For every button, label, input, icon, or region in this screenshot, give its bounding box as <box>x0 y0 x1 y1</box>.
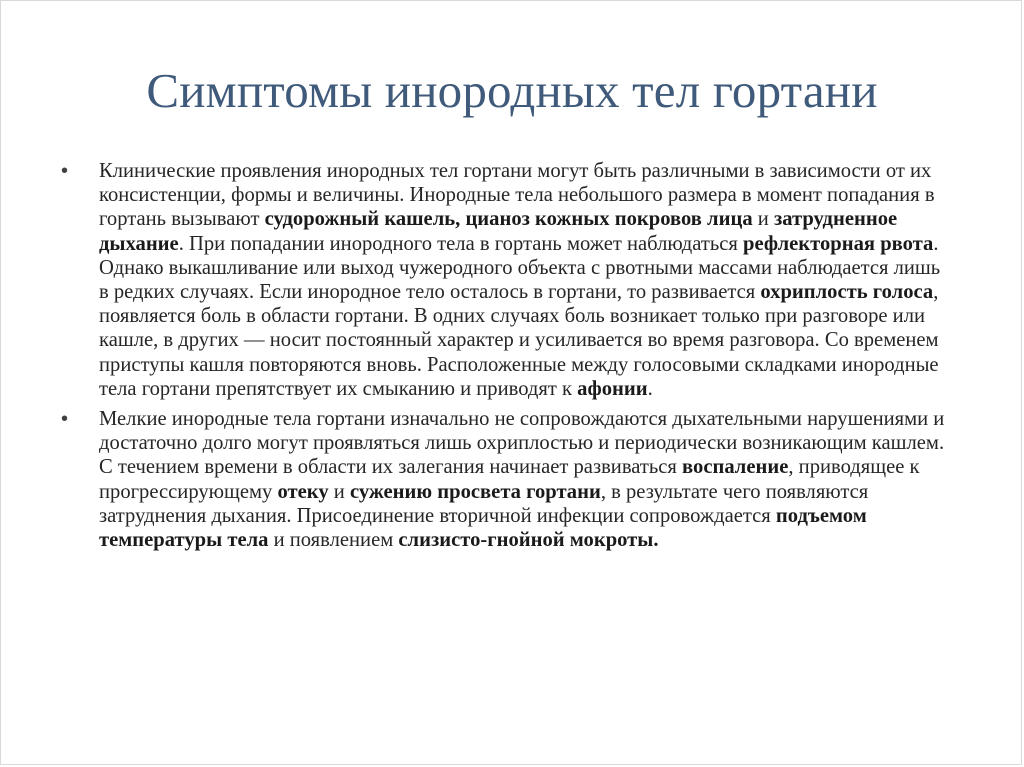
bold-segment: отеку <box>277 480 329 503</box>
text-segment: , приводящее к прогрессирующему <box>99 456 920 503</box>
text-segment: и появлением <box>268 529 399 552</box>
text-segment: . <box>647 377 653 400</box>
bold-segment: афонии <box>577 377 648 400</box>
bold-segment: затрудненное дыхание <box>99 208 898 255</box>
text-segment: и <box>752 208 774 231</box>
bold-segment: рефлекторная рвота <box>743 232 934 255</box>
text-segment: , в результате чего появляются затруднения дыхания. Присоединение вторичной инфекции сопровождается <box>99 480 869 527</box>
bold-segment: воспаление <box>682 456 789 479</box>
bullet-text <box>99 160 940 400</box>
text-segment: и <box>328 480 350 503</box>
text-segment: . Однако выкашливание или выход чужеродного объекта с рвотными массами наблюдается лишь в редких случаях. Если инородное тело осталось в гортани, то развивается <box>99 232 941 304</box>
bold-segment: судорожный кашель, цианоз кожных покровов лица <box>264 208 753 231</box>
bold-segment: слизисто-гнойной мокроты. <box>398 529 659 552</box>
bullet-text <box>99 408 944 551</box>
slide-content <box>61 159 951 558</box>
bullet-icon: • <box>61 408 69 431</box>
bullet-icon: • <box>61 160 69 182</box>
bullet-item-2 <box>61 407 951 552</box>
text-segment: Мелкие инородные тела гортани изначально не сопровождаются дыхательными нарушениями и достаточно долго могут проявляться лишь охриплостью и периодически возникающим кашлем. С течением времени в области их залегания начинает развиваться <box>99 408 945 479</box>
bold-segment: сужению просвета гортани <box>349 480 601 503</box>
slide-title: Симптомы инородных тел гортани <box>146 63 878 118</box>
text-segment: Клинические проявления инородных тел гортани могут быть различными в зависимости от их консистенции, формы и величины. Инородные тела небольшого размера в момент попадания в гортань вызывают <box>99 160 935 231</box>
bold-segment: охриплость голоса <box>760 281 934 304</box>
bullet-item-1 <box>61 159 951 401</box>
text-segment: . При попадании инородного тела в гортань может наблюдаться <box>178 232 743 255</box>
bold-segment: подъемом температуры тела <box>99 504 867 552</box>
text-segment: , появляется боль в области гортани. В одних случаях боль возникает только при разговоре или кашле, в других — носит постоянный характер и усиливается во время разговора. Со временем приступы кашля повторяются вновь. Расположенные между голосовыми складками инородные тела гортани препятствует их смыканию и приводят к <box>99 281 939 400</box>
